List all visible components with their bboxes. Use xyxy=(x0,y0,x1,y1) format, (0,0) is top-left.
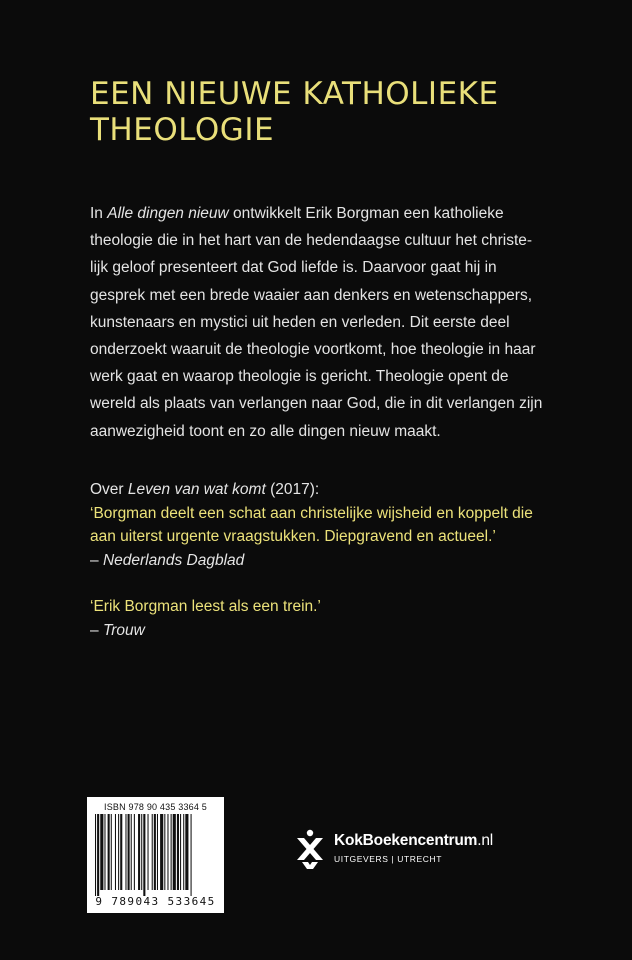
barcode-bar xyxy=(154,814,156,890)
blurb-line: wereld als plaats van verlangen naar God, die in dit verlangen zijn xyxy=(90,395,543,413)
heading-line-1: EEN NIEUWE KATHOLIEKE xyxy=(90,76,499,112)
barcode-bar xyxy=(164,814,165,890)
publisher-subtitle: UITGEVERS | UTRECHT xyxy=(334,854,443,864)
quote-1-source: – Nederlands Dagblad xyxy=(90,551,245,569)
barcode-bar xyxy=(180,814,181,890)
barcode-bar xyxy=(104,814,105,890)
barcode-bar xyxy=(97,814,99,896)
barcode-bar xyxy=(177,814,179,890)
barcode-bars xyxy=(95,814,216,896)
barcode-bar xyxy=(120,814,122,890)
blurb-line: lijk geloof presenteert dat God liefde is. Daarvoor gaat hij in xyxy=(90,259,497,277)
book-title: Alle dingen nieuw xyxy=(107,205,229,222)
kokboekencentrum-logo-icon xyxy=(294,828,326,872)
review-quotes xyxy=(90,478,560,642)
isbn-digits: 9 789043 533645 xyxy=(95,895,216,908)
barcode-bar xyxy=(134,814,135,890)
barcode-bar xyxy=(160,814,163,890)
barcode-bar xyxy=(108,814,110,890)
review-intro: Over Leven van wat komt (2017): xyxy=(90,481,320,498)
blurb-line: onderzoekt waaruit de theologie voortkomt, hoe theologie in haar xyxy=(90,341,536,359)
quote-2-source: – Trouw xyxy=(90,621,145,639)
blurb-line: aanwezigheid toont en zo alle dingen nieuw maakt. xyxy=(90,422,441,440)
barcode-bar xyxy=(148,814,149,890)
barcode-bar xyxy=(125,814,126,890)
blurb-text xyxy=(90,200,550,445)
barcode-bar xyxy=(183,814,184,890)
publisher-name: KokBoekencentrum.nl xyxy=(334,832,494,849)
quote-1-line-1: ‘Borgman deelt een schat aan christelijke wijsheid en koppelt die xyxy=(90,504,533,522)
quote-1-line-2: aan uiterst urgente vraagstukken. Diepgravend en actueel.’ xyxy=(90,528,496,545)
quote-2: ‘Erik Borgman leest als een trein.’ xyxy=(90,598,321,615)
blurb-line: gesprek met een brede waaier aan denkers en wetenschappers, xyxy=(90,286,533,304)
barcode-bar xyxy=(131,814,132,890)
blurb-line: theologie die in het hart van de hedendaagse cultuur het christe- xyxy=(90,232,533,250)
blurb-line: werk gaat en waarop theologie is gericht. Theologie opent de xyxy=(90,368,509,386)
barcode-bar xyxy=(185,814,188,890)
isbn-barcode xyxy=(87,797,224,913)
barcode-bar xyxy=(171,814,172,890)
barcode-bar xyxy=(118,814,119,890)
barcode-bar xyxy=(152,814,153,890)
barcode-bar xyxy=(95,814,96,896)
publisher-block xyxy=(294,826,554,886)
barcode-bar xyxy=(167,814,168,890)
back-cover-heading xyxy=(90,76,590,148)
barcode-bar xyxy=(100,814,103,890)
barcode-bar xyxy=(115,814,116,890)
barcode-bar xyxy=(173,814,176,890)
spacer xyxy=(90,572,560,595)
blurb-line-1: In Alle dingen nieuw ontwikkelt Erik Borgman een katholieke xyxy=(90,205,504,222)
barcode-bar xyxy=(143,814,145,896)
barcode-bar xyxy=(111,814,112,890)
barcode-bar xyxy=(138,814,140,890)
previous-book-title: Leven van wat komt xyxy=(127,481,266,498)
barcode-bar xyxy=(128,814,130,890)
blurb-line: kunstenaars en mystici uit heden en verleden. Dit eerste deel xyxy=(90,313,510,331)
barcode-bar xyxy=(191,814,192,896)
heading-line-2: THEOLOGIE xyxy=(90,112,275,148)
isbn-label: ISBN 978 90 435 3364 5 xyxy=(104,802,207,812)
barcode-bar xyxy=(157,814,158,890)
barcode-bar xyxy=(141,814,142,890)
